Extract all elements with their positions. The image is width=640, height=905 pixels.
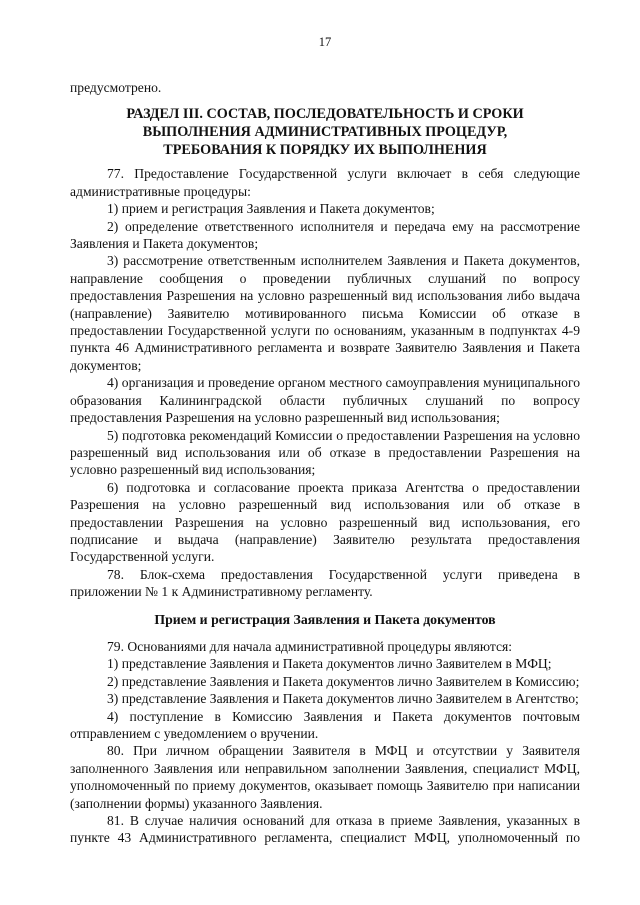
list-item-1: 1) представление Заявления и Пакета документов лично Заявителем в МФЦ; (107, 656, 552, 672)
paragraph-77: 77. Предоставление Государственной услуги включает в себя следующие административные процедуры: (70, 166, 580, 199)
list-item-2: 2) представление Заявления и Пакета документов лично Заявителем в Комиссию; (107, 673, 580, 689)
paragraph-79: 79. Основаниями для начала административной процедуры являются: (107, 638, 513, 654)
list-item-1: 1) прием и регистрация Заявления и Пакета документов; (107, 201, 435, 217)
list-item-3: 3) рассмотрение ответственным исполнителем Заявления и Пакета документов, направление сообщения о проведении публичных слушаний по вопросу предоставления Разрешения на условно разрешенный вид использования либо выдача (направление) Заявителю мотивированного письма Комиссии об отказе в предоставлении Государственной услуги по основаниям, указанным в подпунктах 4-9 пункта 46 Административного регламента и возврате Заявителю Заявления и Пакета документов; (70, 253, 580, 373)
section-heading-line: ТРЕБОВАНИЯ К ПОРЯДКУ ИХ ВЫПОЛНЕНИЯ (163, 142, 487, 159)
paragraph-81: 81. В случае наличия оснований для отказа в приеме Заявления, указанных в пункте 43 Административного регламента, специалист МФЦ, уполномоченный по (70, 813, 580, 846)
document-page (70, 34, 580, 847)
subsection-heading: Прием и регистрация Заявления и Пакета документов (154, 611, 496, 627)
list-item-2: 2) определение ответственного исполнителя и передача ему на рассмотрение Заявления и Пакета документов; (70, 218, 580, 252)
section-heading-line: РАЗДЕЛ III. СОСТАВ, ПОСЛЕДОВАТЕЛЬНОСТЬ И СРОКИ (126, 105, 524, 122)
paragraph-78: 78. Блок-схема предоставления Государственной услуги приведена в приложении № 1 к Административному регламенту. (70, 566, 580, 600)
continuation-line: предусмотрено. (70, 80, 162, 96)
list-item-3: 3) представление Заявления и Пакета документов лично Заявителем в Агентство; (107, 691, 579, 707)
list-item-4: 4) организация и проведение органом местного самоуправления муниципального образования Калининградской области публичных слушаний по вопросу предоставления Разрешения на условно разрешенный вид использования; (70, 375, 580, 426)
list-item-5: 5) подготовка рекомендаций Комиссии о предоставлении Разрешения на условно разрешенный вид использования или об отказе в предоставлении Разрешения на условно разрешенный вид использования; (70, 427, 580, 478)
section-heading (70, 105, 580, 160)
list-item-6: 6) подготовка и согласование проекта приказа Агентства о предоставлении Разрешения на условно разрешенный вид использования или об отказе в предоставлении Разрешения на условно разрешенный вид использования, его подписание и выдача (направление) Заявителю результата предоставления Государственной услуги. (70, 479, 580, 565)
section-heading-line: ВЫПОЛНЕНИЯ АДМИНИСТРАТИВНЫХ ПРОЦЕДУР, (142, 124, 508, 141)
list-item-4: 4) поступление в Комиссию Заявления и Пакета документов почтовым отправлением с уведомлением о вручении. (70, 708, 580, 742)
page-number: 17 (318, 35, 332, 49)
paragraph-80: 80. При личном обращении Заявителя в МФЦ и отсутствии у Заявителя заполненного Заявления или неправильном заполнении Заявления, специалист МФЦ, уполномоченный по приему документов, оказывает помощь Заявителю при написании (заполнении формы) указанного Заявления. (70, 743, 580, 811)
